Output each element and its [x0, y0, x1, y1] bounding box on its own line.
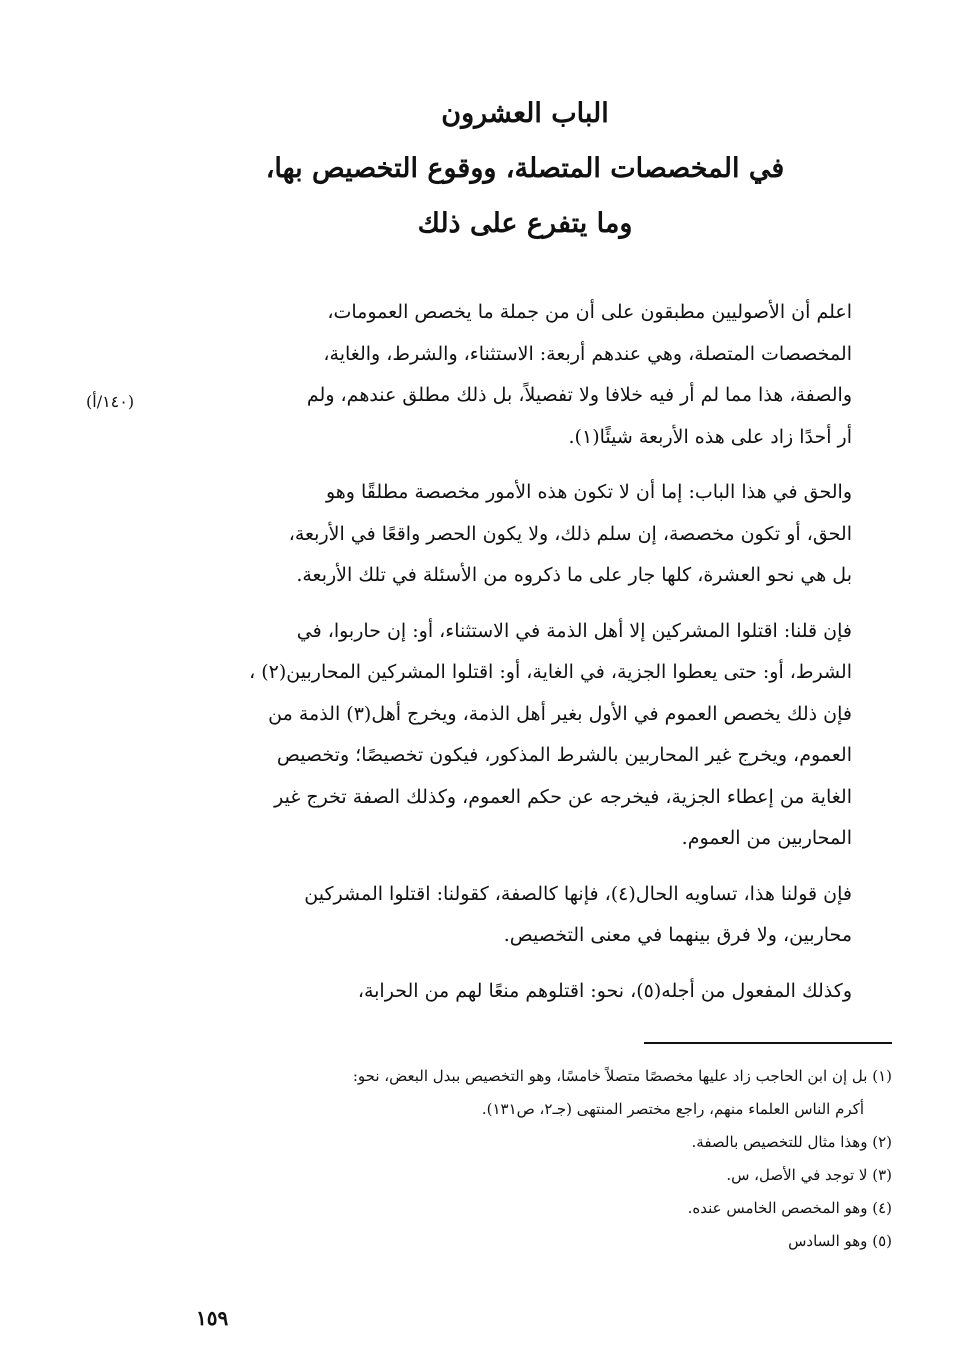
manuscript-folio-ref: (١٤٠/أ) [86, 392, 135, 411]
footnote-text: وهذا مثال للتخصيص بالصفة. [691, 1133, 868, 1151]
footnote-text: لا توجد في الأصل، س. [726, 1166, 868, 1184]
text-line: أر أحدًا زاد على هذه الأربعة شيئًا(١). [568, 425, 852, 448]
text-line: الشرط، أو: حتى يعطوا الجزية، في الغاية، أو: اقتلوا المشركين المحاربين(٢) ، [249, 661, 852, 683]
text-line: فإن قولنا هذا، تساويه الحال(٤)، فإنها كالصفة، كقولنا: اقتلوا المشركين [304, 882, 852, 905]
footnote-number: (٥) [872, 1232, 892, 1250]
text-line: الغاية من إعطاء الجزية، فيخرجه عن حكم العموم، وكذلك الصفة تخرج غير [274, 785, 852, 808]
text-line: محاربين، ولا فرق بينهما في معنى التخصيص. [503, 924, 852, 946]
footnote-text: وهو السادس [788, 1232, 868, 1250]
page-number: ١٥٩ [196, 1306, 229, 1330]
text-line: والحق في هذا الباب: إما أن لا تكون هذه الأمور مخصصة مطلقًا وهو [325, 481, 852, 503]
body-text [186, 292, 892, 1026]
text-line: الحق، أو تكون مخصصة، إن سلم ذلك، ولا يكون الحصر واقعًا في الأربعة، [288, 522, 852, 545]
footnotes [186, 1060, 892, 1258]
text-line: المخصصات المتصلة، وهي عندهم أربعة: الاستثناء، والشرط، والغاية، [323, 342, 852, 365]
chapter-title: الباب العشرون [441, 98, 609, 129]
footnote-5 [186, 1225, 892, 1258]
text-line: بل هي نحو العشرة، كلها جار على ما ذكروه من الأسئلة في تلك الأربعة. [296, 564, 852, 586]
paragraph-2 [186, 472, 892, 597]
footnote-4 [186, 1192, 892, 1225]
text-line: فإن قلنا: اقتلوا المشركين إلا أهل الذمة في الاستثناء، أو: إن حاربوا، في [296, 619, 852, 642]
footnote-text: بل إن ابن الحاجب زاد عليها مخصصًا متصلاً خامسًا، وهو التخصيص ببدل البعض، نحو: [352, 1067, 868, 1085]
paragraph-4 [186, 874, 892, 957]
text-line: اعلم أن الأصوليين مطبقون على أن من جملة ما يخصص العمومات، [327, 301, 852, 323]
paragraph-5 [186, 971, 892, 1013]
text-line: المحاربين من العموم. [681, 827, 852, 849]
footnote-text: وهو المخصص الخامس عنده. [687, 1199, 868, 1217]
text-line: فإن ذلك يخصص العموم في الأول بغير أهل الذمة، ويخرج أهل(٣) الذمة من [268, 702, 852, 725]
chapter-subtitle-line-2: وما يتفرع على ذلك [417, 208, 633, 239]
footnote-number: (٣) [872, 1166, 892, 1184]
footnote-1 [186, 1060, 892, 1093]
footnote-3 [186, 1159, 892, 1192]
footnote-2 [186, 1126, 892, 1159]
paragraph-3 [186, 611, 892, 860]
footnote-number: (٤) [872, 1199, 892, 1217]
footnote-separator [644, 1042, 892, 1044]
footnote-number: (١) [872, 1067, 892, 1085]
paragraph-1 [186, 292, 892, 458]
text-line: العموم، ويخرج غير المحاربين بالشرط المذكور، فيكون تخصيصًا؛ وتخصيص [276, 744, 852, 766]
text-line: وكذلك المفعول من أجله(٥)، نحو: اقتلوهم منعًا لهم من الحرابة، [357, 979, 852, 1002]
footnote-1-continuation: أكرم الناس العلماء منهم، راجع مختصر المنتهى (جـ٢، ص١٣١). [481, 1100, 864, 1118]
text-line: والصفة، هذا مما لم أر فيه خلافا ولا تفصيلاً، بل ذلك مطلق عندهم، ولم [306, 384, 852, 406]
chapter-subtitle-line-1: في المخصصات المتصلة، ووقوع التخصيص بها، [265, 153, 785, 184]
footnote-number: (٢) [872, 1133, 892, 1151]
